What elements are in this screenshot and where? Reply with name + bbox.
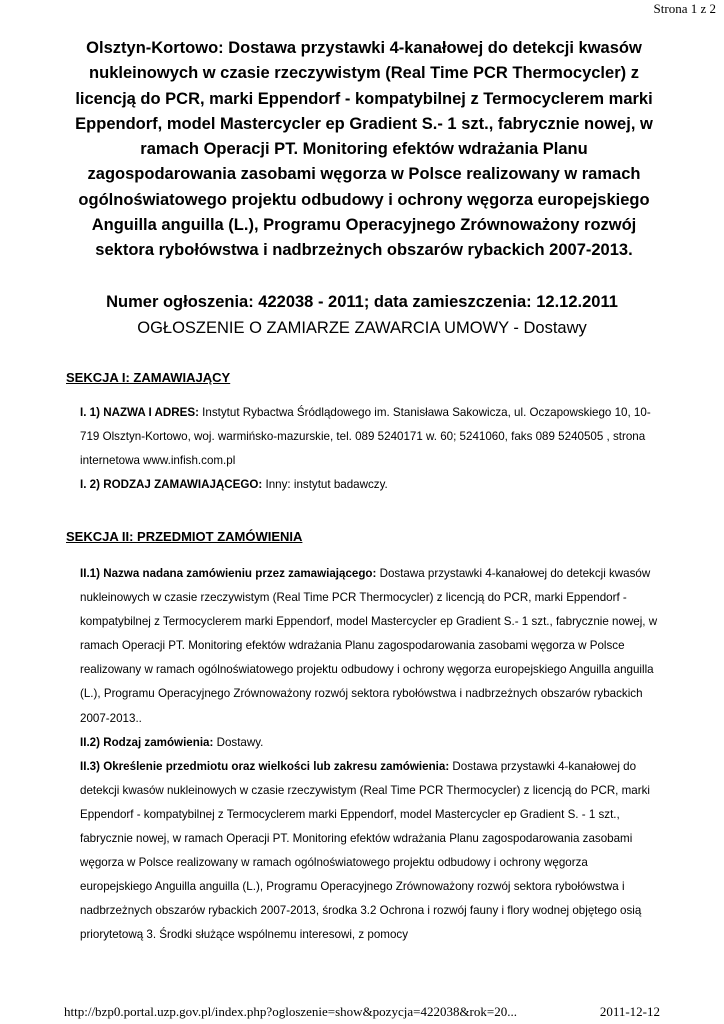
notice-number-line: Numer ogłoszenia: 422038 - 2011; data zamieszczenia: 12.12.2011	[106, 293, 618, 311]
section-1-item	[80, 473, 660, 497]
item-label: II.3) Określenie przedmiotu oraz wielkości lub zakresu zamówienia:	[80, 759, 450, 773]
page-indicator: Strona 1 z 2	[653, 1, 716, 16]
item-label: II.1) Nazwa nadana zamówieniu przez zamawiającego:	[80, 567, 377, 580]
item-text: Inny: instytut badawczy.	[262, 478, 388, 492]
item-label: I. 2) RODZAJ ZAMAWIAJĄCEGO:	[80, 478, 263, 492]
section-2-item	[80, 731, 660, 755]
item-text: Dostawa przystawki 4-kanałowej do detekcji kwasów nukleinowych w czasie rzeczywistym (Real Time PCR Thermocycler) z licencją do PCR, marki Eppendorf - kompatybilnej z Termocyclerem marki Eppendorf, model Mastercycler ep Gradient S.- 1 szt., fabrycznie nowej, w ramach Operacji PT. Monitoring efektów wdrażania Planu zagospodarowania zasobami węgorza w Polsce realizowany w ramach ogólnoświatowego projektu odbudowy i ochrony węgorza europejskiego Anguilla anguilla (L.), Programu Operacyjnego Zrównoważony rozwój sektora rybołówstwa i nadbrzeżnych obszarów rybackich 2007-2013..	[80, 567, 658, 725]
item-label: II.2) Rodzaj zamówienia:	[80, 735, 214, 749]
item-text: Dostawa przystawki 4-kanałowej do detekcji kwasów nukleinowych w czasie rzeczywistym (Real Time PCR Thermocycler) z licencją do PCR, marki Eppendorf - kompatybilnej z Termocyclerem marki Eppendorf, model Mastercycler ep Gradient S. - 1 szt., fabrycznie nowej, w ramach Operacji PT. Monitoring efektów wdrażania Planu zagospodarowania zasobami węgorza w Polsce realizowany w ramach ogólnoświatowego projektu odbudowy i ochrony węgorza europejskiego Anguilla anguilla (L.), Programu Operacyjnego Zrównoważony rozwój sektora rybołówstwa i nadbrzeżnych obszarów rybackich 2007-2013, środka 3.2 Ochrona i rozwój fauny i flory wodnej objętego osią priorytetową 3. Środki służące wspólnemu interesowi, z pomocy	[80, 759, 650, 942]
section-1-body	[80, 401, 660, 497]
section-2-heading: SEKCJA II: PRZEDMIOT ZAMÓWIENIA	[66, 529, 303, 544]
notice-type: OGŁOSZENIE O ZAMIARZE ZAWARCIA UMOWY - Dostawy	[137, 319, 587, 337]
section-1-item	[80, 401, 660, 473]
footer-url[interactable]: http://bzp0.portal.uzp.gov.pl/index.php?ogloszenie=show&pozycja=422038&rok=20...	[64, 1004, 517, 1019]
item-label: I. 1) NAZWA I ADRES:	[80, 406, 199, 419]
section-2-body	[80, 562, 660, 948]
section-1-heading: SEKCJA I: ZAMAWIAJĄCY	[66, 370, 231, 385]
section-2-item	[80, 755, 660, 948]
item-text: Dostawy.	[213, 735, 264, 749]
section-2-item	[80, 562, 660, 731]
footer-date: 2011-12-12	[599, 1004, 660, 1019]
item-text: Instytut Rybactwa Śródlądowego im. Stanisława Sakowicza, ul. Oczapowskiego 10, 10-719 Olsztyn-Kortowo, woj. warmińsko-mazurskie, tel. 089 5240171 w. 60; 5241060, faks 089 5240505 , strona internetowa www.infish.com.pl	[80, 406, 651, 468]
notice-title: Olsztyn-Kortowo: Dostawa przystawki 4-kanałowej do detekcji kwasów nukleinowych w czasie rzeczywistym (Real Time PCR Thermocycler) z licencją do PCR, marki Eppendorf - kompatybilnej z Termocyclerem marki Eppendorf, model Mastercycler ep Gradient S.- 1 szt., fabrycznie nowej, w ramach Operacji PT. Monitoring efektów wdrażania Planu zagospodarowania zasobami węgorza w Polsce realizowany w ramach ogólnoświatowego projektu odbudowy i ochrony węgorza europejskiego Anguilla anguilla (L.), Programu Operacyjnego Zrównoważony rozwój sektora rybołówstwa i nadbrzeżnych obszarów rybackich 2007-2013.	[75, 39, 653, 260]
